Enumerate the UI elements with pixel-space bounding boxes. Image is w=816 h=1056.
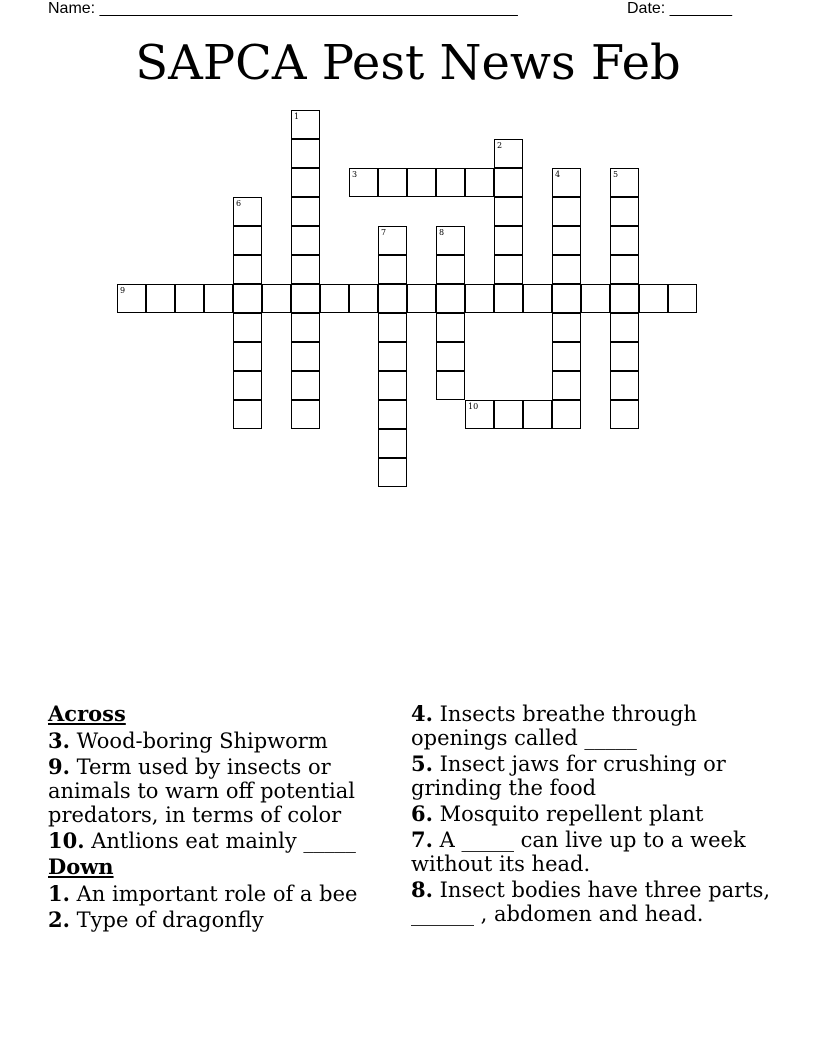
crossword-cell[interactable] bbox=[378, 371, 407, 400]
clue-number: 5. bbox=[411, 751, 433, 776]
crossword-cell[interactable] bbox=[523, 284, 552, 313]
clue-down-2 bbox=[48, 908, 393, 932]
clue-number: 7. bbox=[411, 827, 433, 852]
clue-number-label: 4 bbox=[555, 170, 561, 179]
clue-number-label: 1 bbox=[294, 112, 300, 121]
crossword-cell[interactable] bbox=[233, 313, 262, 342]
clues-right-column bbox=[411, 702, 771, 928]
clue-down-1 bbox=[48, 882, 393, 906]
crossword-cell[interactable] bbox=[552, 371, 581, 400]
crossword-cell[interactable] bbox=[494, 168, 523, 197]
crossword-cell[interactable] bbox=[494, 197, 523, 226]
clue-text: An important role of a bee bbox=[76, 882, 358, 906]
crossword-cell[interactable] bbox=[436, 168, 465, 197]
crossword-cell[interactable] bbox=[436, 313, 465, 342]
crossword-cell[interactable] bbox=[291, 226, 320, 255]
crossword-cell[interactable] bbox=[610, 400, 639, 429]
crossword-cell[interactable] bbox=[610, 371, 639, 400]
page-title: SAPCA Pest News Feb bbox=[135, 35, 681, 91]
crossword-cell[interactable] bbox=[291, 255, 320, 284]
crossword-cell[interactable] bbox=[465, 284, 494, 313]
crossword-cell[interactable] bbox=[291, 110, 320, 139]
crossword-cell[interactable] bbox=[378, 255, 407, 284]
clue-number-label: 9 bbox=[120, 286, 126, 295]
clue-down-7 bbox=[411, 828, 771, 876]
crossword-cell[interactable] bbox=[436, 371, 465, 400]
crossword-cell[interactable] bbox=[552, 342, 581, 371]
crossword-cell[interactable] bbox=[349, 284, 378, 313]
crossword-cell[interactable] bbox=[436, 342, 465, 371]
clue-text: Insects breathe through openings called _____ bbox=[411, 702, 697, 750]
crossword-cell[interactable] bbox=[465, 400, 494, 429]
clue-number-label: 2 bbox=[497, 141, 503, 150]
crossword-cell[interactable] bbox=[378, 313, 407, 342]
crossword-cell[interactable] bbox=[349, 168, 378, 197]
clue-number: 2. bbox=[48, 907, 70, 932]
name-field-label: Name: _______________________________________________ bbox=[48, 0, 518, 17]
crossword-cell[interactable] bbox=[378, 168, 407, 197]
crossword-cell[interactable] bbox=[552, 313, 581, 342]
crossword-cell[interactable] bbox=[552, 255, 581, 284]
crossword-cell[interactable] bbox=[233, 255, 262, 284]
clue-number-label: 3 bbox=[352, 170, 358, 179]
clue-text: Antlions eat mainly _____ bbox=[91, 829, 356, 853]
crossword-cell[interactable] bbox=[378, 400, 407, 429]
date-field-label: Date: _______ bbox=[627, 0, 732, 17]
down-heading: Down bbox=[48, 854, 114, 879]
crossword-cell[interactable] bbox=[552, 226, 581, 255]
clue-text: Term used by insects or animals to warn off potential predators, in terms of color bbox=[48, 755, 355, 827]
crossword-cell[interactable] bbox=[465, 168, 494, 197]
crossword-cell[interactable] bbox=[494, 139, 523, 168]
clue-text: Insect bodies have three parts, ______ , abdomen and head. bbox=[411, 878, 771, 926]
crossword-cell[interactable] bbox=[378, 342, 407, 371]
clue-number: 3. bbox=[48, 728, 70, 753]
crossword-cell[interactable] bbox=[639, 284, 668, 313]
crossword-cell[interactable] bbox=[146, 284, 175, 313]
crossword-cell[interactable] bbox=[262, 284, 291, 313]
crossword-cell[interactable] bbox=[610, 255, 639, 284]
crossword-cell[interactable] bbox=[610, 342, 639, 371]
clue-number: 4. bbox=[411, 701, 433, 726]
clue-text: Mosquito repellent plant bbox=[439, 802, 704, 826]
crossword-cell[interactable] bbox=[233, 400, 262, 429]
clue-text: Wood-boring Shipworm bbox=[76, 729, 328, 753]
crossword-cell[interactable] bbox=[436, 226, 465, 255]
clue-text: Type of dragonfly bbox=[76, 908, 264, 932]
crossword-cell[interactable] bbox=[233, 197, 262, 226]
crossword-cell[interactable] bbox=[233, 226, 262, 255]
crossword-cell[interactable] bbox=[204, 284, 233, 313]
crossword-cell[interactable] bbox=[610, 313, 639, 342]
crossword-cell[interactable] bbox=[552, 197, 581, 226]
crossword-cell[interactable] bbox=[407, 284, 436, 313]
clue-across-9 bbox=[48, 755, 393, 827]
clue-number-label: 8 bbox=[439, 228, 445, 237]
crossword-cell[interactable] bbox=[291, 400, 320, 429]
clue-number: 1. bbox=[48, 881, 70, 906]
crossword-cell[interactable] bbox=[610, 197, 639, 226]
crossword-cell[interactable] bbox=[407, 168, 436, 197]
crossword-cell[interactable] bbox=[494, 400, 523, 429]
crossword-cell[interactable] bbox=[233, 371, 262, 400]
crossword-cell[interactable] bbox=[378, 429, 407, 458]
crossword-cell[interactable] bbox=[610, 226, 639, 255]
crossword-cell[interactable] bbox=[175, 284, 204, 313]
crossword-cell[interactable] bbox=[494, 255, 523, 284]
crossword-cell[interactable] bbox=[610, 168, 639, 197]
crossword-cell[interactable] bbox=[610, 284, 639, 313]
crossword-cell[interactable] bbox=[581, 284, 610, 313]
crossword-cell[interactable] bbox=[552, 400, 581, 429]
crossword-cell[interactable] bbox=[378, 458, 407, 487]
crossword-cell[interactable] bbox=[291, 313, 320, 342]
clue-text: Insect jaws for crushing or grinding the food bbox=[411, 752, 726, 800]
crossword-cell[interactable] bbox=[378, 226, 407, 255]
clue-down-8 bbox=[411, 878, 771, 926]
crossword-cell[interactable] bbox=[291, 139, 320, 168]
crossword-cell[interactable] bbox=[291, 371, 320, 400]
clue-across-10 bbox=[48, 829, 393, 853]
crossword-cell[interactable] bbox=[233, 284, 262, 313]
crossword-cell[interactable] bbox=[291, 284, 320, 313]
crossword-cell[interactable] bbox=[523, 400, 552, 429]
crossword-cell[interactable] bbox=[436, 284, 465, 313]
crossword-cell[interactable] bbox=[378, 284, 407, 313]
clue-number: 9. bbox=[48, 754, 70, 779]
clue-down-6 bbox=[411, 802, 771, 826]
crossword-cell[interactable] bbox=[552, 284, 581, 313]
clue-down-5 bbox=[411, 752, 771, 800]
crossword-cell[interactable] bbox=[436, 255, 465, 284]
across-heading: Across bbox=[48, 701, 126, 726]
clue-number-label: 7 bbox=[381, 228, 387, 237]
clue-across-3 bbox=[48, 729, 393, 753]
clues-left-column bbox=[48, 702, 393, 934]
crossword-cell[interactable] bbox=[233, 342, 262, 371]
crossword-cell[interactable] bbox=[668, 284, 697, 313]
clue-number: 10. bbox=[48, 828, 85, 853]
crossword-cell[interactable] bbox=[494, 284, 523, 313]
crossword-cell[interactable] bbox=[552, 168, 581, 197]
crossword-cell[interactable] bbox=[291, 168, 320, 197]
clue-number: 8. bbox=[411, 877, 433, 902]
crossword-cell[interactable] bbox=[291, 197, 320, 226]
crossword-cell[interactable] bbox=[494, 226, 523, 255]
clue-down-4 bbox=[411, 702, 771, 750]
clue-number-label: 10 bbox=[468, 402, 479, 411]
clue-text: A _____ can live up to a week without its head. bbox=[411, 828, 746, 876]
crossword-cell[interactable] bbox=[320, 284, 349, 313]
crossword-cell[interactable] bbox=[291, 342, 320, 371]
clue-number-label: 5 bbox=[613, 170, 619, 179]
clue-number-label: 6 bbox=[236, 199, 242, 208]
clue-number: 6. bbox=[411, 801, 433, 826]
crossword-cell[interactable] bbox=[117, 284, 146, 313]
